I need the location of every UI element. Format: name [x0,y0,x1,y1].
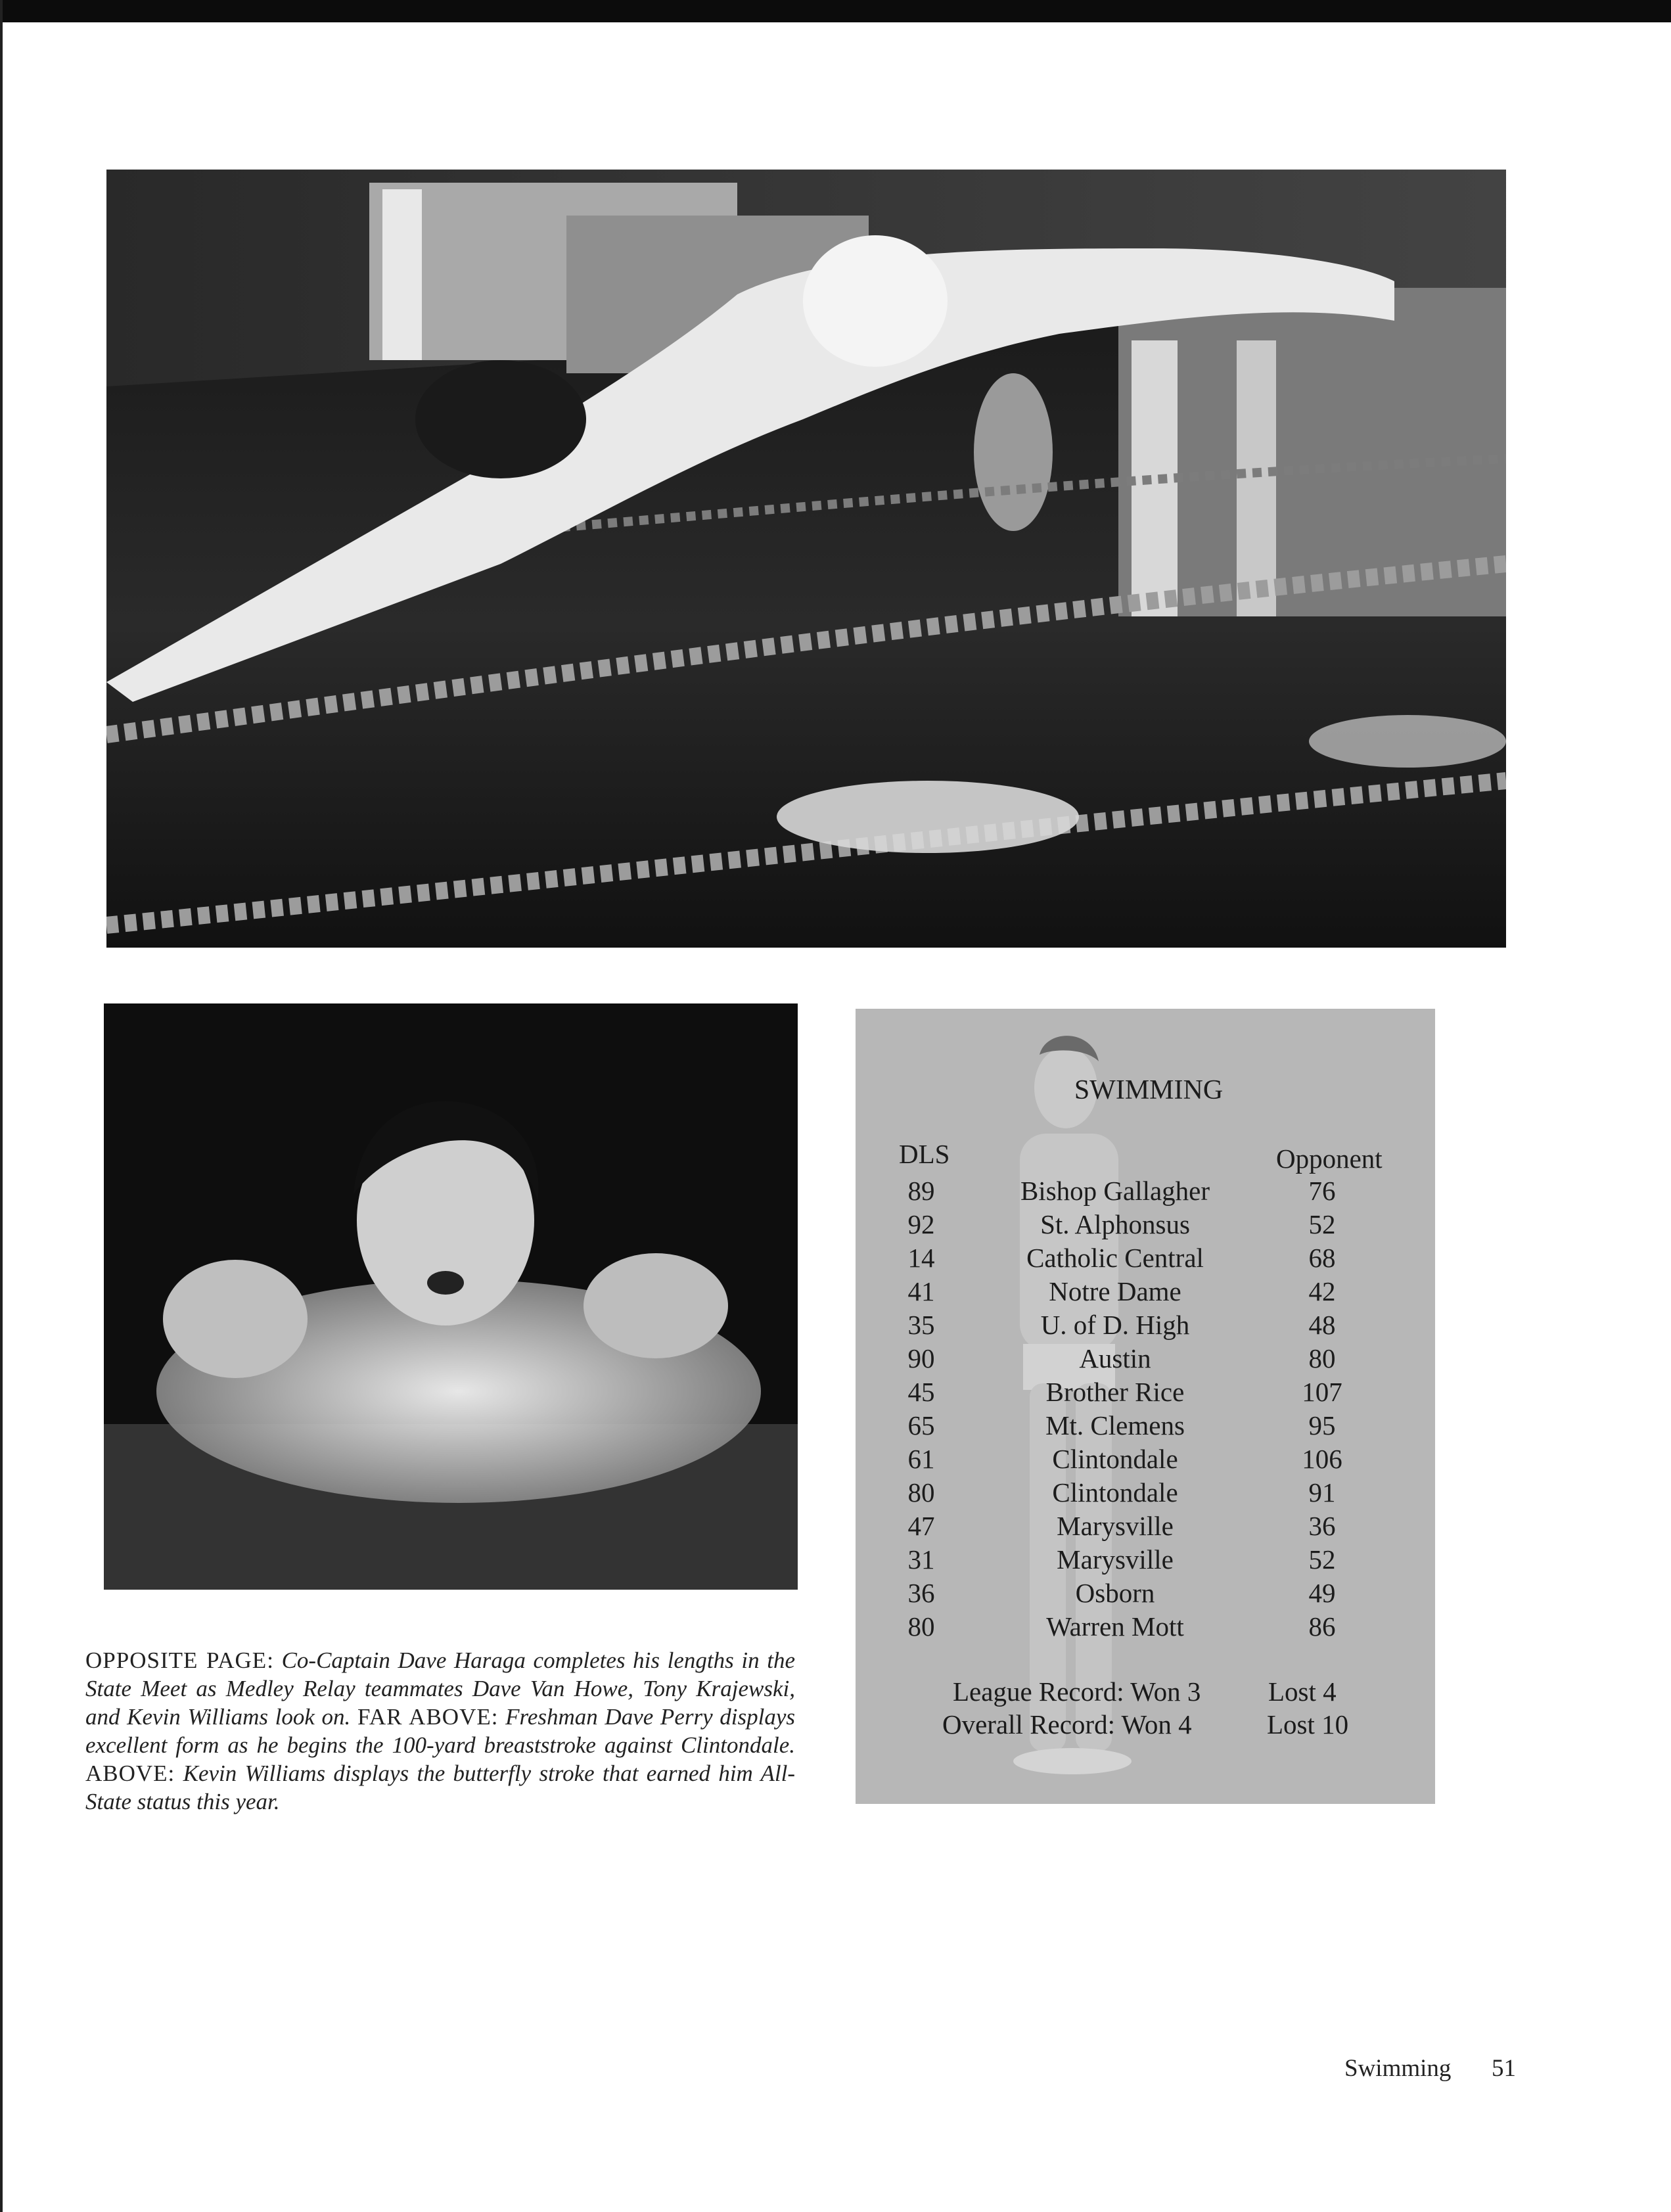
table-row [856,1577,1435,1611]
dls-score: 36 [907,1578,935,1608]
opponent-team: Clintondale [1052,1477,1178,1508]
table-row [856,1309,1435,1343]
opponent-score: 52 [1308,1544,1336,1575]
scan-left-edge [0,0,3,2212]
table-row [856,1376,1435,1410]
caption-label-above: ABOVE: [85,1761,175,1786]
opponent-team: Notre Dame [1049,1276,1181,1306]
diving-swimmer-photo [106,170,1506,948]
opponent-score: 106 [1302,1444,1342,1474]
diving-swimmer-icon [106,170,1506,948]
header-dls: DLS [899,1139,950,1169]
table-row [856,1209,1435,1242]
dls-score: 41 [907,1276,935,1306]
caption-label-far-above: FAR ABOVE: [357,1704,499,1730]
opponent-score: 42 [1308,1276,1336,1306]
opponent-score: 68 [1308,1243,1336,1273]
opponent-score: 95 [1308,1410,1336,1440]
overall-record [942,1709,1349,1740]
swimming-results-panel [856,1009,1435,1804]
dls-score: 35 [907,1310,935,1340]
caption-text-far-above: Freshman Dave Perry displays excellent form as he begins the 100-yard breaststroke against Clintondale. [85,1704,796,1758]
opponent-score: 107 [1302,1377,1342,1407]
opponent-team: Marysville [1057,1511,1174,1541]
opponent-score: 36 [1308,1511,1336,1541]
opponent-score: 48 [1308,1310,1336,1340]
caption-text-opposite: Co-Captain Dave Haraga completes his lengths in the State Meet as Medley Relay teammates Dave Van Howe, Tony Krajewski, and Kevin Williams look on. [85,1647,796,1730]
table-row [856,1175,1435,1209]
league-record-lost: Lost 4 [1268,1676,1337,1707]
scan-top-border [0,0,1671,22]
table-row [856,1343,1435,1376]
panel-title: SWIMMING [1074,1075,1224,1105]
league-record [953,1676,1337,1707]
opponent-team: U. of D. High [1040,1310,1190,1340]
opponent-team: Osborn [1075,1578,1155,1608]
caption-label-opposite: OPPOSITE PAGE: [85,1647,274,1673]
dls-score: 14 [907,1243,935,1273]
overall-record-won: Overall Record: Won 4 [942,1709,1192,1740]
table-row [856,1510,1435,1544]
dls-score: 80 [907,1477,935,1508]
opponent-score: 80 [1308,1343,1336,1373]
opponent-team: Marysville [1057,1544,1174,1575]
league-record-won: League Record: Won 3 [953,1676,1201,1707]
dls-score: 89 [907,1176,935,1206]
opponent-team: Warren Mott [1046,1611,1184,1642]
opponent-team: Austin [1079,1343,1151,1373]
table-row [856,1477,1435,1510]
opponent-score: 86 [1308,1611,1336,1642]
dls-score: 80 [907,1611,935,1642]
butterfly-swimmer-photo [104,1003,798,1590]
opponent-score: 76 [1308,1176,1336,1206]
table-row [856,1544,1435,1577]
opponent-score: 91 [1308,1477,1336,1508]
opponent-team: Mt. Clemens [1045,1410,1185,1440]
header-opponent: Opponent [1276,1143,1383,1174]
dls-score: 61 [907,1444,935,1474]
opponent-team: Bishop Gallagher [1020,1176,1210,1206]
page-number: 51 [1492,2055,1516,2082]
opponent-team: Brother Rice [1045,1377,1185,1407]
table-row [856,1276,1435,1309]
caption-text-above: Kevin Williams displays the butterfly stroke that earned him All-State status this year. [85,1761,795,1814]
dls-score: 65 [907,1410,935,1440]
opponent-team: Catholic Central [1026,1243,1204,1273]
overall-record-lost: Lost 10 [1267,1709,1349,1740]
opponent-team: St. Alphonsus [1040,1209,1190,1239]
footer-section-name: Swimming [1344,2055,1452,2082]
butterfly-swimmer-icon [104,1003,798,1590]
dls-score: 31 [907,1544,935,1575]
photo-caption [85,1646,795,1816]
dls-score: 45 [907,1377,935,1407]
dls-score: 90 [907,1343,935,1373]
table-row [856,1611,1435,1644]
table-row [856,1410,1435,1443]
dls-score: 47 [907,1511,935,1541]
opponent-team: Clintondale [1052,1444,1178,1474]
table-row [856,1443,1435,1477]
table-row [856,1242,1435,1276]
opponent-score: 52 [1308,1209,1336,1239]
opponent-score: 49 [1308,1578,1336,1608]
results-table [856,1175,1435,1644]
dls-score: 92 [907,1209,935,1239]
